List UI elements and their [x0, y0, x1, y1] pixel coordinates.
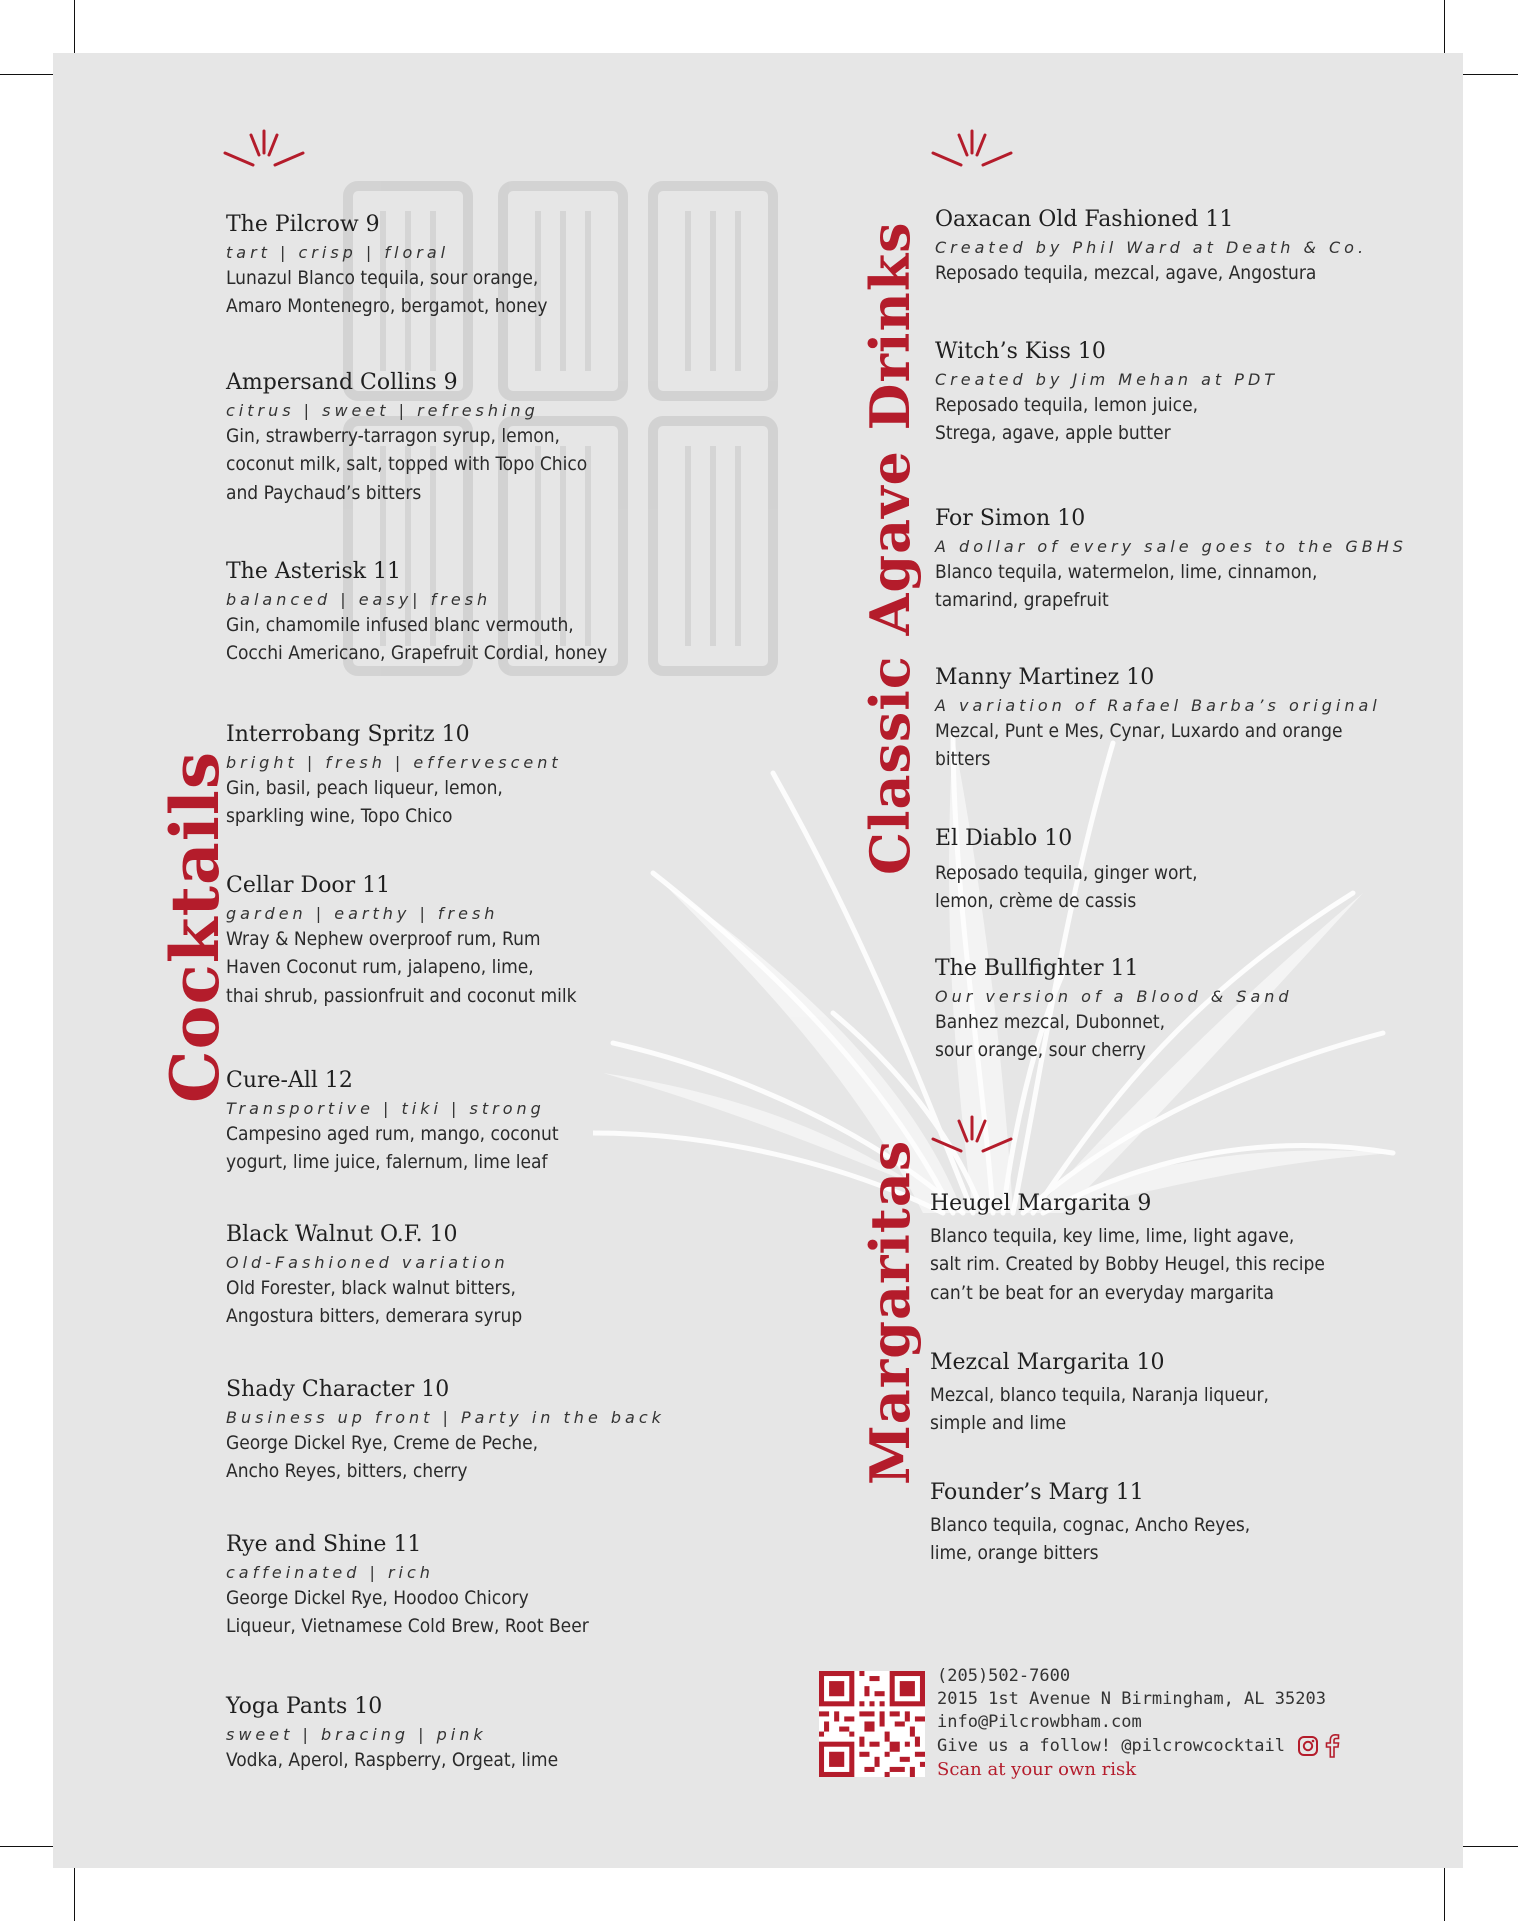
scan-note: Scan at your own risk — [937, 1759, 1137, 1780]
address: 2015 1st Avenue N Birmingham, AL 35203 — [937, 1689, 1326, 1709]
drink-tagline: Old-Fashioned variation — [226, 1252, 509, 1272]
agave-item — [935, 505, 1407, 615]
margaritas-heading: Margaritas — [858, 1139, 922, 1485]
drink-name: Ampersand Collins 9 — [226, 370, 458, 395]
drink-name: Cure-All 12 — [226, 1068, 353, 1093]
cocktails-heading: Cocktails — [156, 750, 234, 1103]
drink-description: Gin, basil, peach liqueur, lemon, sparkling wine, Topo Chico — [226, 776, 503, 828]
drink-description: Lunazul Blanco tequila, sour orange, Amaro Montenegro, bergamot, honey — [226, 266, 548, 318]
drink-description: Gin, chamomile infused blanc vermouth, Cocchi Americano, Grapefruit Cordial, honey — [226, 613, 608, 665]
crop-mark — [1460, 74, 1518, 75]
agave-heading: Classic Agave Drinks — [858, 221, 922, 875]
burst-icon — [929, 1113, 1015, 1157]
drink-name: Yoga Pants 10 — [226, 1694, 383, 1719]
crop-mark — [0, 1846, 58, 1847]
social-row — [937, 1734, 1341, 1758]
burst-icon — [929, 127, 1015, 171]
crop-mark — [74, 1863, 75, 1921]
drink-description: Reposado tequila, lemon juice, Strega, agave, apple butter — [935, 393, 1199, 445]
email-address[interactable]: info@Pilcrowbham.com — [937, 1712, 1142, 1732]
drink-description: George Dickel Rye, Creme de Peche, Ancho Reyes, bitters, cherry — [226, 1431, 539, 1483]
drink-name: Black Walnut O.F. 10 — [226, 1222, 458, 1247]
drink-description: Blanco tequila, key lime, lime, light agave, salt rim. Created by Bobby Heugel, this recipe can’t be beat for an everyday margarita — [930, 1224, 1325, 1305]
drink-tagline: citrus | sweet | refreshing — [226, 400, 539, 420]
drink-name: For Simon 10 — [935, 506, 1086, 531]
follow-text: Give us a follow! @pilcrowcocktail — [937, 1735, 1285, 1756]
cocktail-item — [226, 211, 548, 321]
drink-name: The Asterisk 11 — [226, 559, 402, 584]
drink-name: Rye and Shine 11 — [226, 1532, 422, 1557]
drink-description: Campesino aged rum, mango, coconut yogurt, lime juice, falernum, lime leaf — [226, 1122, 559, 1174]
instagram-icon[interactable] — [1297, 1735, 1319, 1757]
drink-name: Interrobang Spritz 10 — [226, 722, 470, 747]
drink-description: Banhez mezcal, Dubonnet, sour orange, sour cherry — [935, 1010, 1166, 1062]
drink-name: Shady Character 10 — [226, 1377, 450, 1402]
crop-mark — [0, 74, 58, 75]
drink-description: Reposado tequila, mezcal, agave, Angostura — [935, 261, 1317, 284]
drink-tagline: A variation of Rafael Barba’s original — [935, 695, 1381, 715]
margarita-item — [930, 1190, 1325, 1308]
cocktail-item — [226, 1376, 665, 1486]
drink-name: Manny Martinez 10 — [935, 665, 1155, 690]
drink-tagline: garden | earthy | fresh — [226, 903, 499, 923]
agave-item — [935, 664, 1381, 774]
drink-tagline: sweet | bracing | pink — [226, 1724, 487, 1744]
drink-name: Founder’s Marg 11 — [930, 1480, 1144, 1505]
drink-description: Gin, strawberry-tarragon syrup, lemon, coconut milk, salt, topped with Topo Chico and Paychaud’s bitters — [226, 424, 588, 505]
drink-name: Witch’s Kiss 10 — [935, 339, 1106, 364]
cocktail-item — [226, 721, 562, 831]
drink-tagline: Transportive | tiki | strong — [226, 1098, 545, 1118]
margarita-item — [930, 1349, 1269, 1438]
drink-description: Mezcal, Punt e Mes, Cynar, Luxardo and orange bitters — [935, 719, 1343, 771]
phone-number[interactable]: (205)502-7600 — [937, 1666, 1071, 1686]
drink-name: El Diablo 10 — [935, 826, 1073, 851]
drink-tagline: caffeinated | rich — [226, 1562, 434, 1582]
burst-icon — [221, 127, 307, 171]
drink-tagline: Created by Phil Ward at Death & Co. — [935, 237, 1368, 257]
drink-tagline: tart | crisp | floral — [226, 242, 450, 262]
cocktail-item — [226, 1221, 522, 1331]
drink-description: Blanco tequila, watermelon, lime, cinnamon, tamarind, grapefruit — [935, 560, 1318, 612]
drink-name: The Pilcrow 9 — [226, 212, 380, 237]
drink-description: Vodka, Aperol, Raspberry, Orgeat, lime — [226, 1748, 559, 1771]
drink-tagline: Business up front | Party in the back — [226, 1407, 665, 1427]
drink-tagline: Our version of a Blood & Sand — [935, 986, 1293, 1006]
crop-mark — [74, 0, 75, 58]
agave-item — [935, 955, 1293, 1065]
cocktail-item — [226, 1693, 558, 1774]
cocktail-item — [226, 872, 577, 1011]
contact-info — [937, 1665, 1341, 1781]
drink-description: George Dickel Rye, Hoodoo Chicory Liqueur, Vietnamese Cold Brew, Root Beer — [226, 1586, 589, 1638]
cocktail-item — [226, 369, 587, 508]
agave-item — [935, 206, 1367, 287]
drink-description: Mezcal, blanco tequila, Naranja liqueur, simple and lime — [930, 1383, 1269, 1435]
drink-name: Cellar Door 11 — [226, 873, 391, 898]
drink-name: Heugel Margarita 9 — [930, 1191, 1152, 1216]
cocktail-item — [226, 558, 607, 668]
drink-description: Old Forester, black walnut bitters, Angostura bitters, demerara syrup — [226, 1276, 523, 1328]
drink-tagline: bright | fresh | effervescent — [226, 752, 562, 772]
facebook-icon[interactable] — [1323, 1734, 1341, 1758]
cocktail-item — [226, 1531, 589, 1641]
agave-item — [935, 338, 1278, 448]
qr-code[interactable] — [819, 1671, 925, 1777]
menu-panel — [53, 53, 1463, 1868]
drink-name: The Bullfighter 11 — [935, 956, 1139, 981]
drink-description: Wray & Nephew overproof rum, Rum Haven Coconut rum, jalapeno, lime, thai shrub, passionfruit and coconut milk — [226, 927, 577, 1008]
drink-description: Blanco tequila, cognac, Ancho Reyes, lime, orange bitters — [930, 1513, 1251, 1565]
drink-tagline: A dollar of every sale goes to the GBHS — [935, 536, 1407, 556]
drink-description: Reposado tequila, ginger wort, lemon, crème de cassis — [935, 861, 1198, 913]
drink-tagline: balanced | easy| fresh — [226, 589, 492, 609]
drink-name: Mezcal Margarita 10 — [930, 1350, 1165, 1375]
drink-name: Oaxacan Old Fashioned 11 — [935, 207, 1234, 232]
crop-mark — [1444, 1863, 1445, 1921]
margarita-item — [930, 1479, 1250, 1568]
cocktail-item — [226, 1067, 559, 1177]
agave-item — [935, 825, 1198, 916]
drink-tagline: Created by Jim Mehan at PDT — [935, 369, 1279, 389]
crop-mark — [1444, 0, 1445, 58]
crop-mark — [1460, 1846, 1518, 1847]
